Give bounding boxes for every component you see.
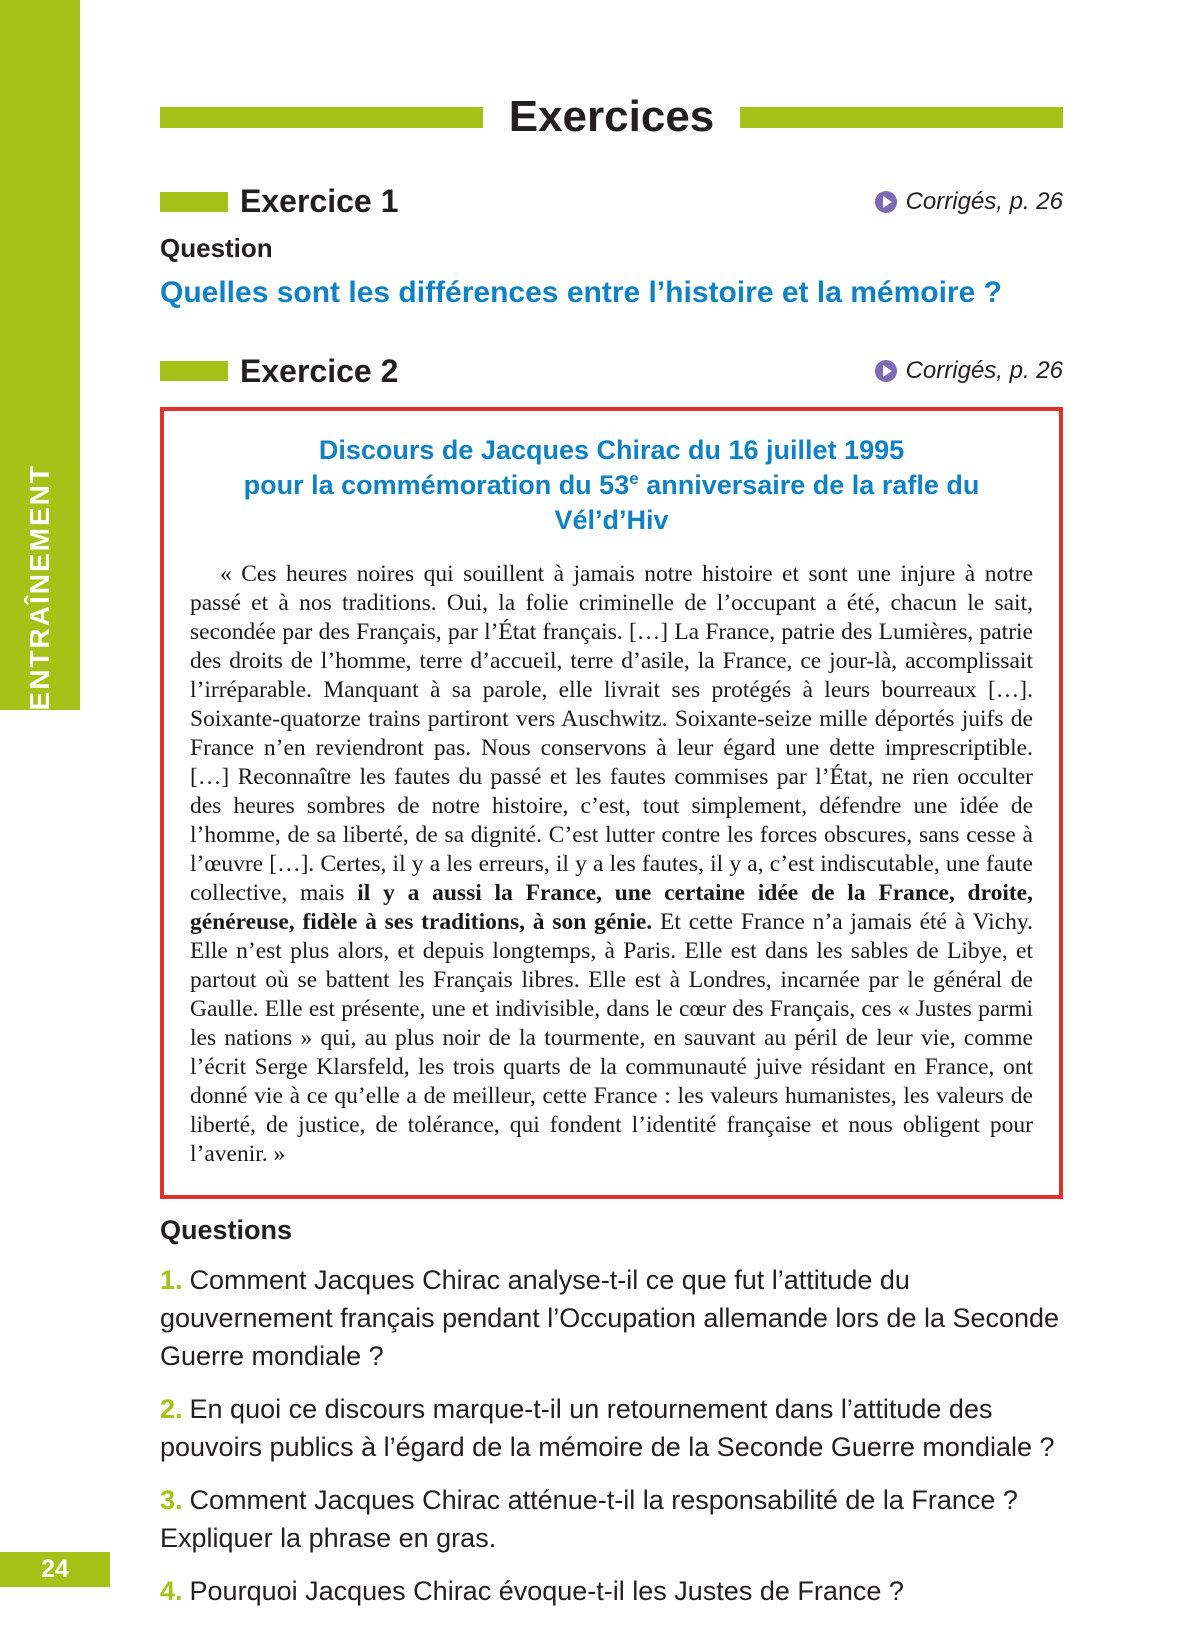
document-quote-text xyxy=(190,560,1033,1169)
question-item-1 xyxy=(160,1261,1063,1375)
quote-part2: Et cette France n’a jamais été à Vichy. Elle n’est plus alors, et depuis longtemps, à Paris. Elle est dans les sables de Libye, et partout où se battent les Français libres. Elle est à Londres, incarnée par le général de Gaulle. Elle est présente, une et indivisible, dans le cœur des Français, ces « Justes parmi les nations » qui, au plus noir de la tourmente, en sauvant au péril de leur vie, comme l’écrit Serge Klarsfeld, les trois quarts de la communauté juive résidant en France, ont donné vie à ce qu’elle a de meilleur, cette France : les valeurs humanistes, les valeurs de liberté, de justice, de tolérance, qui fondent l’identité française et nous obligent pour l’avenir. » xyxy=(190,909,1033,1168)
question-number: 3. xyxy=(160,1485,183,1516)
exercise2-header xyxy=(160,353,1063,390)
exercise1-title: Exercice 1 xyxy=(240,183,399,220)
quote-bold-passage: il y a aussi la France, une certaine idée de la France, droite, généreuse, fidèle à ses traditions, à son génie. xyxy=(190,880,1033,936)
exercise1-question-text: Quelles sont les différences entre l’histoire et la mémoire ? xyxy=(160,276,1002,310)
corriges-play-icon xyxy=(875,191,897,213)
document-title-line1: Discours de Jacques Chirac du 16 juillet 1995 xyxy=(318,434,905,465)
exercise1-bullet-bar xyxy=(160,192,228,212)
ordinal-superscript: e xyxy=(629,468,639,488)
document-title-line2: pour la commémoration du 53e anniversaire de la rafle du Vél’d’Hiv xyxy=(243,468,980,536)
title-rule-right xyxy=(740,107,1063,128)
quote-part1: « Ces heures noires qui souillent à jamais notre histoire et sont une injure à notre passé et à nos traditions. Oui, la folie criminelle de l’occupant a été, chacun le sait, secondée par des Français, par l’État français. […] La France, patrie des Lumières, patrie des droits de l’homme, terre d’accueil, terre d’asile, la France, ce jour-là, accomplissait l’irréparable. Manquant à sa parole, elle livrait ses protégés à leurs bourreaux […]. Soixante-quatorze trains partiront vers Auschwitz. Soixante-seize mille déportés juifs de France n’en reviendront pas. Nous conservons à leur égard une dette imprescriptible. […] Reconnaître les fautes du passé et les fautes commises par l’État, ne rien occulter des heures sombres de notre histoire, c’est, tout simplement, défendre une idée de l’homme, de sa liberté, de sa dignité. C’est lutter contre les forces obscures, sans cesse à l’œuvre […]. Certes, il y a les erreurs, il y a les fautes, il y a, c’est indiscutable, une faute collective, mais xyxy=(190,561,1033,907)
page-number-box xyxy=(0,1552,110,1587)
corriges-play-icon xyxy=(875,360,897,382)
question-number: 2. xyxy=(160,1394,183,1425)
question-text: En quoi ce discours marque-t-il un retournement dans l’attitude des pouvoirs publics à l’égard de la mémoire de la Seconde Guerre mondiale ? xyxy=(160,1394,1055,1463)
exercise2-bullet-bar xyxy=(160,361,228,381)
exercise1-question-label: Question xyxy=(160,233,273,264)
exercise1-corriges-ref xyxy=(875,188,1063,216)
sidebar-strip xyxy=(0,0,80,710)
title-rule-left xyxy=(160,107,483,128)
question-text: Pourquoi Jacques Chirac évoque-t-il les Justes de France ? xyxy=(189,1576,904,1607)
document-title xyxy=(190,433,1033,538)
corriges-ref-label: Corrigés, p. 26 xyxy=(905,187,1063,215)
questions-label: Questions xyxy=(160,1215,293,1246)
sidebar-section-label: ENTRAÎNEMENT xyxy=(24,463,55,710)
question-item-4 xyxy=(160,1572,1063,1610)
corriges-ref-label: Corrigés, p. 26 xyxy=(905,357,1063,385)
question-item-2 xyxy=(160,1390,1063,1466)
page-number: 24 xyxy=(41,1555,69,1583)
question-number: 4. xyxy=(160,1576,183,1607)
page-title: Exercices xyxy=(508,92,715,141)
document-quote-box xyxy=(160,407,1063,1199)
page-content xyxy=(160,0,1063,1610)
exercise2-title: Exercice 2 xyxy=(240,352,399,389)
exercise1-header xyxy=(160,183,1063,220)
question-number: 1. xyxy=(160,1265,183,1296)
question-item-3 xyxy=(160,1481,1063,1557)
question-text: Comment Jacques Chirac analyse-t-il ce que fut l’attitude du gouvernement français pendant l’Occupation allemande lors de la Seconde Guerre mondiale ? xyxy=(160,1265,1060,1372)
page-title-row xyxy=(160,93,1063,141)
exercise2-corriges-ref xyxy=(875,357,1063,385)
question-text: Comment Jacques Chirac atténue-t-il la responsabilité de la France ? Expliquer la phrase en gras. xyxy=(160,1485,1018,1554)
